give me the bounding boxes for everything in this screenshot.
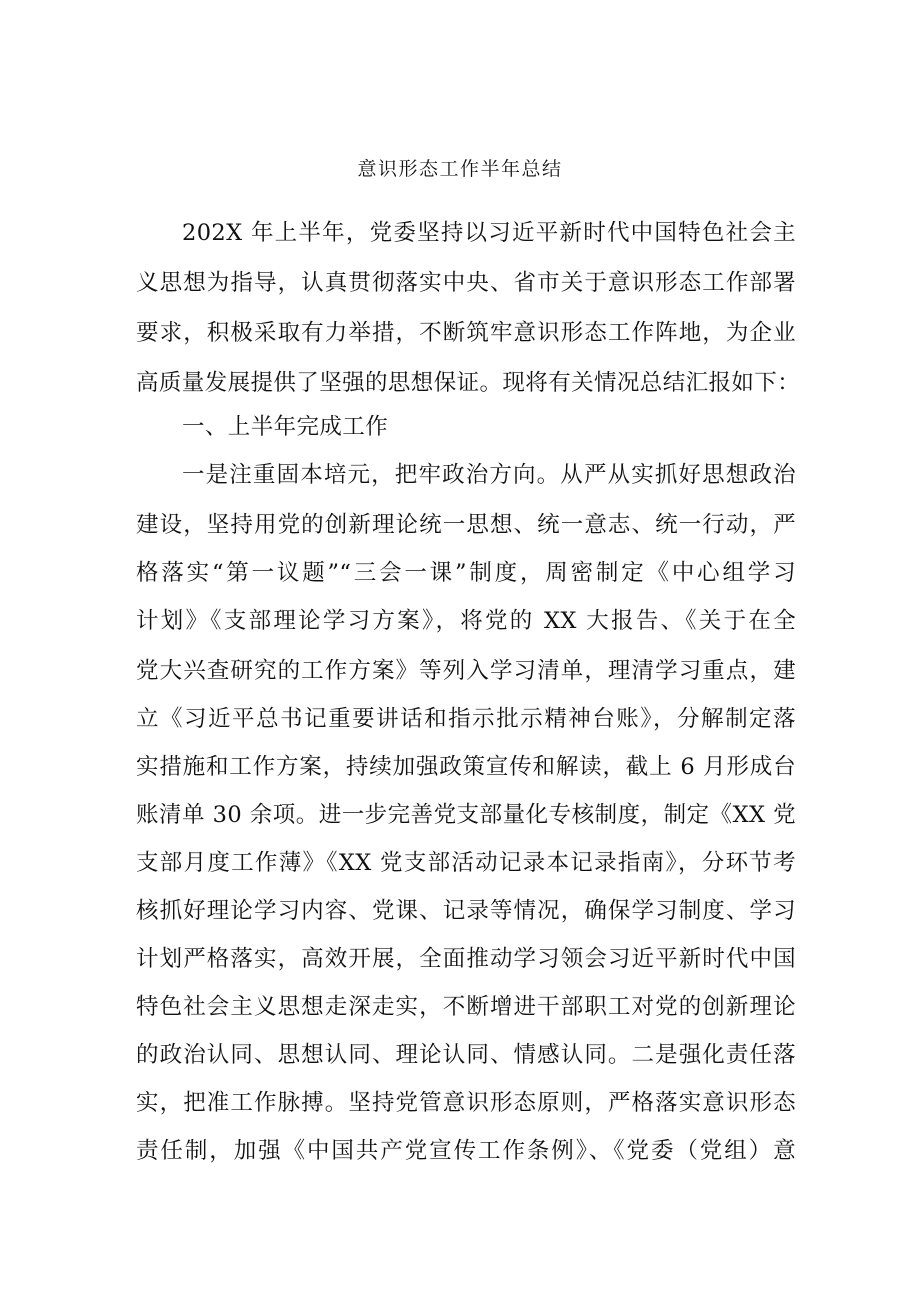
paragraph-line: 的政治认同、思想认同、理论认同、情感认同。二是强化责任落	[136, 1042, 796, 1068]
paragraph-line: 实，把准工作脉搏。坚持党管意识形态原则，严格落实意识形态	[136, 1090, 796, 1116]
paragraph-line: 账清单 30 余项。进一步完善党支部量化专核制度，制定《XX 党	[136, 802, 796, 828]
paragraph-line: 立《习近平总书记重要讲话和指示批示精神台账》，分解制定落	[136, 706, 796, 732]
paragraph-line: 义思想为指导，认真贯彻落实中央、省市关于意识形态工作部署	[136, 270, 796, 296]
paragraph-line: 计划严格落实，高效开展，全面推动学习领会习近平新时代中国	[136, 946, 796, 972]
paragraph-line: 一是注重固本培元，把牢政治方向。从严从实抓好思想政治	[182, 462, 796, 488]
section-heading: 一、上半年完成工作	[182, 414, 389, 440]
paragraph-line: 格落实“第一议题”“三会一课”制度，周密制定《中心组学习	[136, 560, 796, 586]
paragraph-line: 建设，坚持用党的创新理论统一思想、统一意志、统一行动，严	[136, 512, 796, 538]
paragraph-line: 高质量发展提供了坚强的思想保证。现将有关情况总结汇报如下：	[136, 370, 801, 396]
paragraph-line: 核抓好理论学习内容、党课、记录等情况，确保学习制度、学习	[136, 898, 796, 924]
paragraph-line: 202X 年上半年，党委坚持以习近平新时代中国特色社会主	[182, 220, 796, 246]
paragraph-line: 计划》《支部理论学习方案》，将党的 XX 大报告、《关于在全	[136, 608, 796, 634]
paragraph-line: 党大兴查研究的工作方案》等列入学习清单，理清学习重点，建	[136, 658, 796, 684]
document-title: 意识形态工作半年总结	[357, 158, 563, 180]
paragraph-line: 特色社会主义思想走深走实，不断增进干部职工对党的创新理论	[136, 994, 796, 1020]
paragraph-line: 实措施和工作方案，持续加强政策宣传和解读，截上 6 月形成台	[136, 754, 796, 780]
paragraph-line: 支部月度工作薄》《XX 党支部活动记录本记录指南》，分环节考	[136, 850, 796, 876]
paragraph-line: 要求，积极采取有力举措，不断筑牢意识形态工作阵地，为企业	[136, 320, 796, 346]
paragraph-line: 责任制，加强《中国共产党宣传工作条例》、《党委（党组）意	[136, 1138, 796, 1164]
